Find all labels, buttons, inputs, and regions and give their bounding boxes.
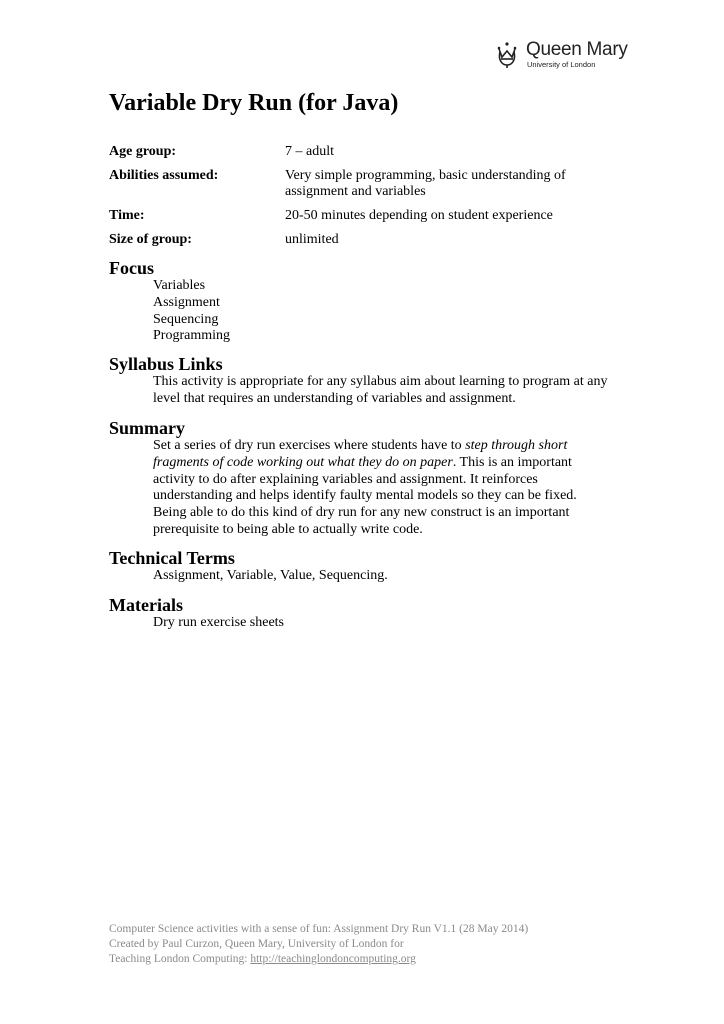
focus-list [153, 278, 609, 345]
section-text: Assignment, Variable, Value, Sequencing. [153, 568, 388, 583]
meta-value: Very simple programming, basic understanding of assignment and variables [285, 168, 566, 199]
footer-line [109, 952, 528, 967]
activity-meta [109, 144, 629, 256]
section-text: This activity is appropriate for any syllabus aim about learning to program at any level that requires an understanding of variables and assignment. [153, 374, 608, 406]
page-title: Variable Dry Run (for Java) [109, 90, 399, 116]
footer-line: Created by Paul Curzon, Queen Mary, University of London for [109, 938, 404, 950]
section-heading: Technical Terms [109, 548, 235, 568]
crown-icon [492, 40, 522, 70]
section-heading: Summary [109, 418, 185, 438]
meta-label: Size of group: [109, 232, 192, 247]
summary-section [109, 418, 609, 539]
list-item: Programming [153, 328, 230, 344]
section-heading: Syllabus Links [109, 354, 223, 374]
list-item: Assignment [153, 294, 220, 310]
section-heading: Focus [109, 258, 154, 278]
technical-terms-section [109, 548, 609, 585]
list-item: Variables [153, 278, 206, 293]
meta-label: Time: [109, 208, 145, 223]
summary-emphasis: step through short fragments of code working out what they do on paper [153, 438, 568, 470]
meta-value: 7 – adult [285, 144, 334, 159]
meta-value: 20-50 minutes depending on student experience [285, 208, 553, 223]
meta-row-group-size [109, 232, 629, 248]
syllabus-section [109, 354, 609, 408]
section-heading: Materials [109, 595, 183, 615]
logo-subtitle: University of London [527, 60, 596, 69]
list-item: Sequencing [153, 311, 219, 327]
footer-prefix: Teaching London Computing: [109, 953, 251, 965]
summary-text-start: Set a series of dry run exercises where students have to [153, 438, 466, 453]
page-footer [109, 922, 528, 967]
meta-row-age [109, 144, 629, 160]
meta-row-time [109, 208, 629, 224]
summary-text-end: . This is an important activity to do after explaining variables and assignment. It reinforces understanding and helps identify faulty mental models so they can be fixed. Being able to do this kind of dry run for any new construct is an important prerequisite to being able to actually write code. [153, 454, 577, 537]
section-text: Dry run exercise sheets [153, 615, 285, 630]
meta-value: unlimited [285, 232, 339, 247]
queen-mary-logo [492, 40, 628, 80]
meta-row-abilities [109, 168, 629, 200]
section-text [153, 438, 609, 539]
logo-name: Queen Mary [526, 39, 628, 60]
footer-link[interactable]: http://teachinglondoncomputing.org [250, 953, 416, 965]
meta-label: Abilities assumed: [109, 168, 219, 183]
footer-line: Computer Science activities with a sense of fun: Assignment Dry Run V1.1 (28 May 2014) [109, 923, 529, 935]
materials-section [109, 595, 609, 632]
meta-label: Age group: [109, 144, 177, 159]
focus-section [109, 258, 609, 345]
